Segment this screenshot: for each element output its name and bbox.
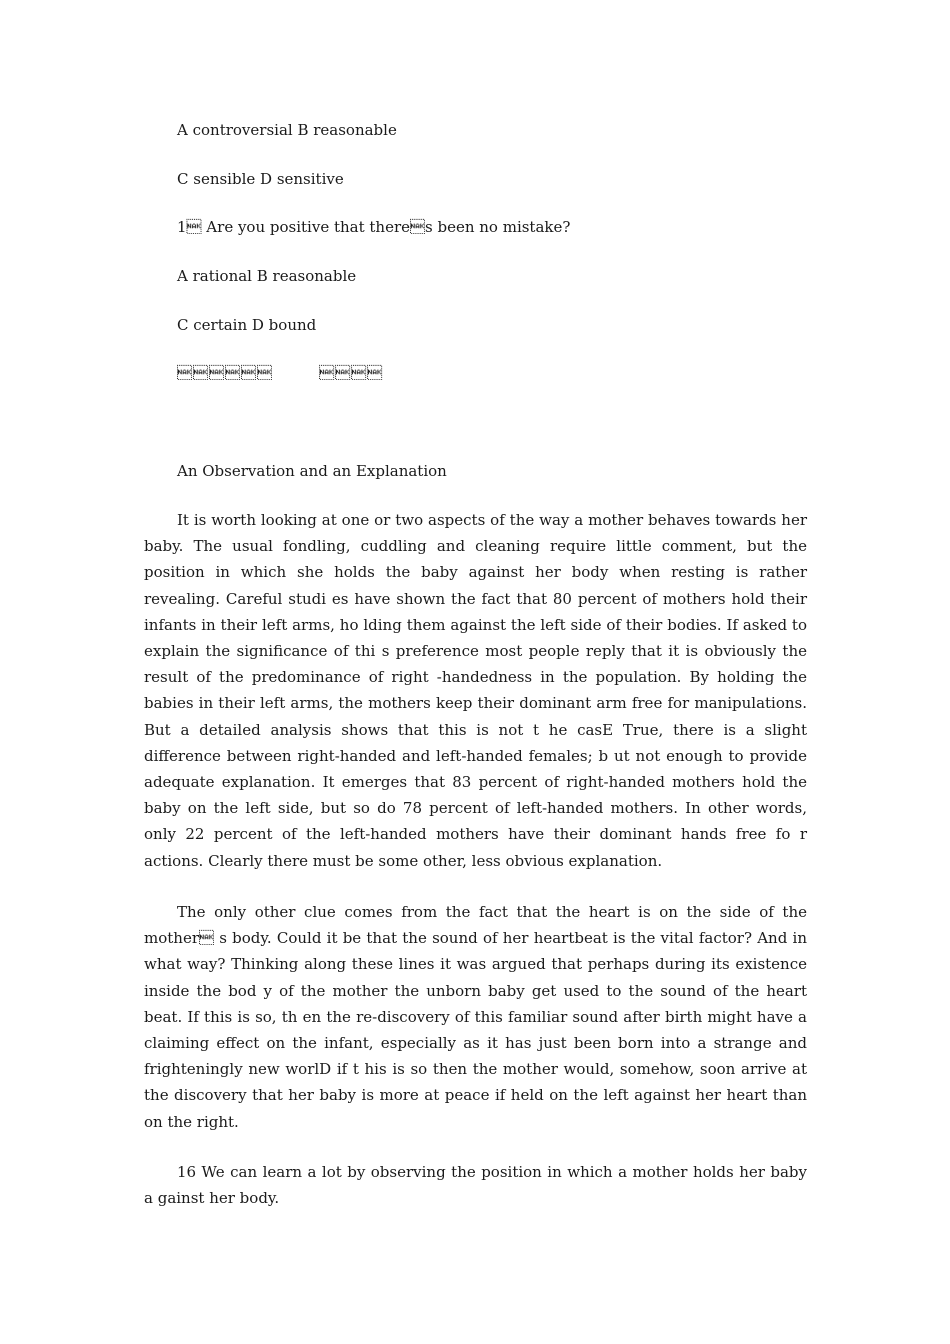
question-15-options-a-b: A rational B reasonable <box>177 267 357 285</box>
question-15-options-c-d: C certain D bound <box>177 316 317 334</box>
section-header:   <box>177 364 384 382</box>
question-15-stem: 1 Are you positive that theres been no mistake? <box>177 218 571 236</box>
passage-title: An Observation and an Explanation <box>177 462 447 480</box>
passage-paragraph-2: The only other clue comes from the fact that the heart is on the side of the mother s body. Could it be that the sound of her heartbeat is the vital factor? And in what way? Thinking along these lines it was argued that perhaps during its existence inside the bod y of the mother the unborn baby get used to the sound of the heart beat. If this is so, th en the re-discovery of this familiar sound after birth might have a claiming effect on the infant, especially as it has just been born into a strange and frighteningly new worlD if t his is so then the mother would, somehow, soon arrive at the discovery that her baby is more at peace if held on the left against her heart than on the right. <box>144 903 807 1131</box>
previous-question-options-a-b: A controversial B reasonable <box>177 121 397 139</box>
passage-paragraph-1: It is worth looking at one or two aspects of the way a mother behaves towards her baby. The usual fondling, cuddling and cleaning require little comment, but the position in which she holds the baby against her body when resting is rather revealing. Careful studi es have shown the fact that 80 percent of mothers hold their infants in their left arms, ho lding them against the left side of their bodies. If asked to explain the significance of thi s preference most people reply that it is obviously the result of the predominance of right -handedness in the population. By holding the babies in their left arms, the mothers keep their dominant arm free for manipulations. But a detailed analysis shows that this is not t he casE True, there is a slight difference between right-handed and left-handed females; b ut not enough to provide adequate explanation. It emerges that 83 percent of right-handed mothers hold the baby on the left side, but so do 78 percent of left-handed mothers. In other words, only 22 percent of the left-handed mothers have their dominant hands free fo r actions. Clearly there must be some other, less obvious explanation. <box>144 511 807 870</box>
previous-question-options-c-d: C sensible D sensitive <box>177 170 344 188</box>
statement-16: 16 We can learn a lot by observing the position in which a mother holds her baby a gainst her body. <box>144 1163 807 1208</box>
